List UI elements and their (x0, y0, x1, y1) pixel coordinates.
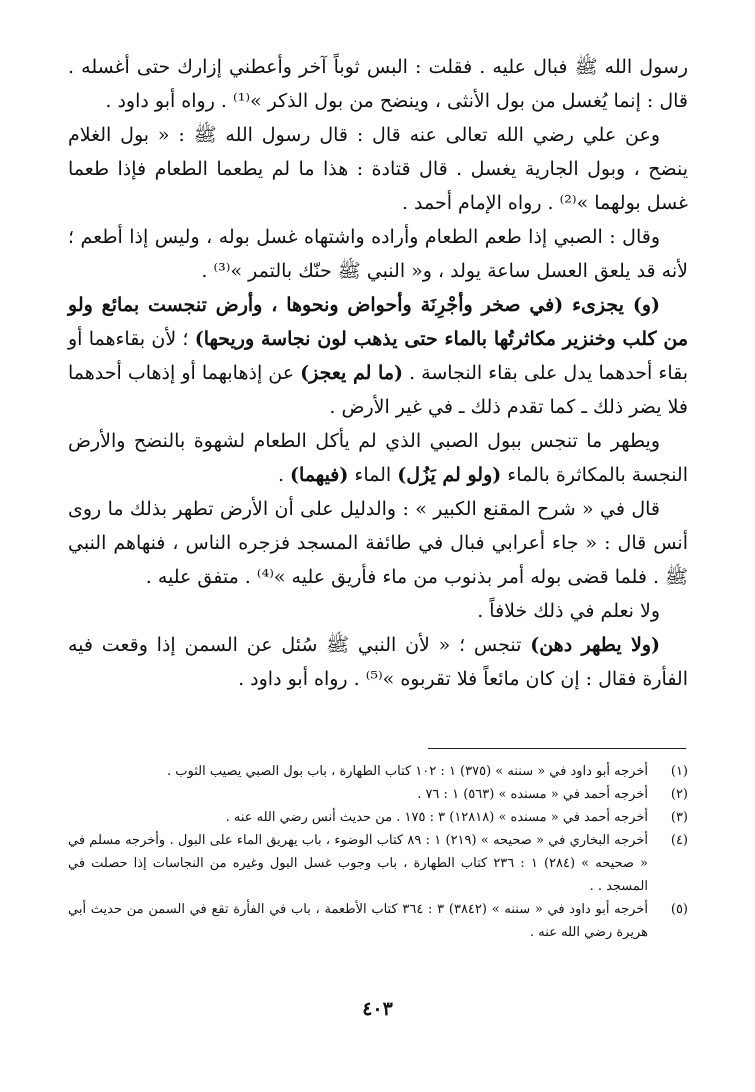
page-number: ٤٠٣ (362, 998, 393, 1020)
paragraph-6: قال في « شرح المقنع الكبير » : والدليل على أن الأرض تطهر بذلك ما روى أنس قال : « جاء أعرابي فبال في طائفة المسجد فزجره الناس ، فنهاهم النبي ﷺ . فلما قضى بوله أمر بذنوب من ماء فأريق عليه »⁽⁴⁾ . متفق عليه . (68, 498, 688, 588)
sharh-text: الماء (348, 464, 398, 486)
footnote-2 (68, 783, 688, 806)
footnotes (68, 760, 688, 944)
footnote-text: أخرجه أحمد في « مسنده » (١٢٨١٨) ٣ : ١٧٥ . من حديث أنس رضي الله عنه . (225, 810, 648, 825)
footnote-text: أخرجه أبو داود في « سننه » (٣٨٤٢) ٣ : ٣٦٤ كتاب الأطعمة ، باب في الفأرة تقع في السمن من حديث أبي هريرة رضي الله عنه . (68, 902, 648, 940)
footnote-number: (٢) (670, 787, 688, 802)
footnote-number: (١) (670, 764, 688, 779)
paragraph-8 (68, 628, 688, 696)
sharh-text: . (277, 464, 291, 486)
paragraph-5 (68, 424, 688, 492)
matn-text: (و) يجزىء (في صخر وأجْرِنَة وأحواض ونحوها ، وأرض تنجست بمائع ولو من كلب وخنزير مكاثرتُها بالماء حتى يذهب لون نجاسة وريحها) (68, 294, 688, 350)
footnote-1 (68, 760, 688, 783)
matn-text: (ما لم يعجز) (300, 362, 404, 384)
footnote-text: أخرجه أحمد في « مسنده » (٥٦٣) ١ : ٧٦ . (417, 787, 648, 802)
paragraph-7: ولا نعلم في ذلك خلافاً . (477, 600, 660, 622)
paragraph-3: وقال : الصبي إذا طعم الطعام وأراده واشتهاه غسل بوله ، وليس إذا أطعم ؛ لأنه قد يلعق العسل ساعة يولد ، و« النبي ﷺ حنّك بالتمر »⁽³⁾ . (68, 226, 688, 282)
sharh-text: ويطهر ما تنجس ببول الصبي الذي لم يأكل الطعام لشهوة بالنضح والأرض النجسة بالمكاثرة بالماء (68, 430, 688, 486)
footnote-number: (٥) (670, 902, 688, 917)
paragraph-1: رسول الله ﷺ فبال عليه . فقلت : البس ثوباً آخر وأعطني إزارك حتى أغسله . قال : إنما يُغسل من بول الأنثى ، وينضح من بول الذكر »⁽¹⁾ . رواه أبو داود . (68, 56, 688, 112)
sharh-text: عن إذهابهما أو إذهاب أحدهما فلا يضر ذلك ـ كما تقدم ذلك ـ في غير الأرض . (68, 362, 688, 418)
sharh-text: ؛ لأن بقاءهما أو بقاء أحدهما يدل على بقاء النجاسة . (68, 328, 689, 384)
matn-text: (فيهما) (290, 464, 349, 486)
footnote-4 (68, 829, 688, 898)
footnote-5 (68, 898, 688, 944)
paragraph-4 (68, 288, 688, 424)
matn-text: (ولا يطهر دهن) (530, 634, 661, 656)
footnote-number: (٤) (670, 833, 688, 848)
sharh-text: تنجس ؛ « لأن النبي ﷺ سُئل عن السمن إذا وقعت فيه الفأرة فقال : إن كان مائعاً فلا تقربوه »⁽⁵⁾ . رواه أبو داود . (68, 634, 688, 690)
footnote-text: أخرجه البخاري في « صحيحه » (٢١٩) ١ : ٨٩ كتاب الوضوء ، باب يهريق الماء على البول . وأخرجه مسلم في « صحيحه » (٢٨٤) ١ : ٢٣٦ كتاب الطهارة ، باب وجوب غسل البول وغيره من النجاسات إذا حصلت في المسجد . . (68, 833, 648, 894)
footnote-number: (٣) (670, 810, 688, 825)
footnote-text: أخرجه أبو داود في « سننه » (٣٧٥) ١ : ١٠٢ كتاب الطهارة ، باب بول الصبي يصيب الثوب . (166, 764, 648, 779)
paragraph-2: وعن علي رضي الله تعالى عنه قال : قال رسول الله ﷺ : « بول الغلام ينضح ، وبول الجارية يغسل . قال قتادة : هذا ما لم يطعما الطعام فإذا طعما غسل بولهما »⁽²⁾ . رواه الإمام أحمد . (68, 124, 688, 214)
footnote-separator (428, 748, 686, 749)
main-text (68, 50, 688, 696)
matn-text: (ولو لم يَزُل) (397, 464, 502, 486)
footnote-3 (68, 806, 688, 829)
